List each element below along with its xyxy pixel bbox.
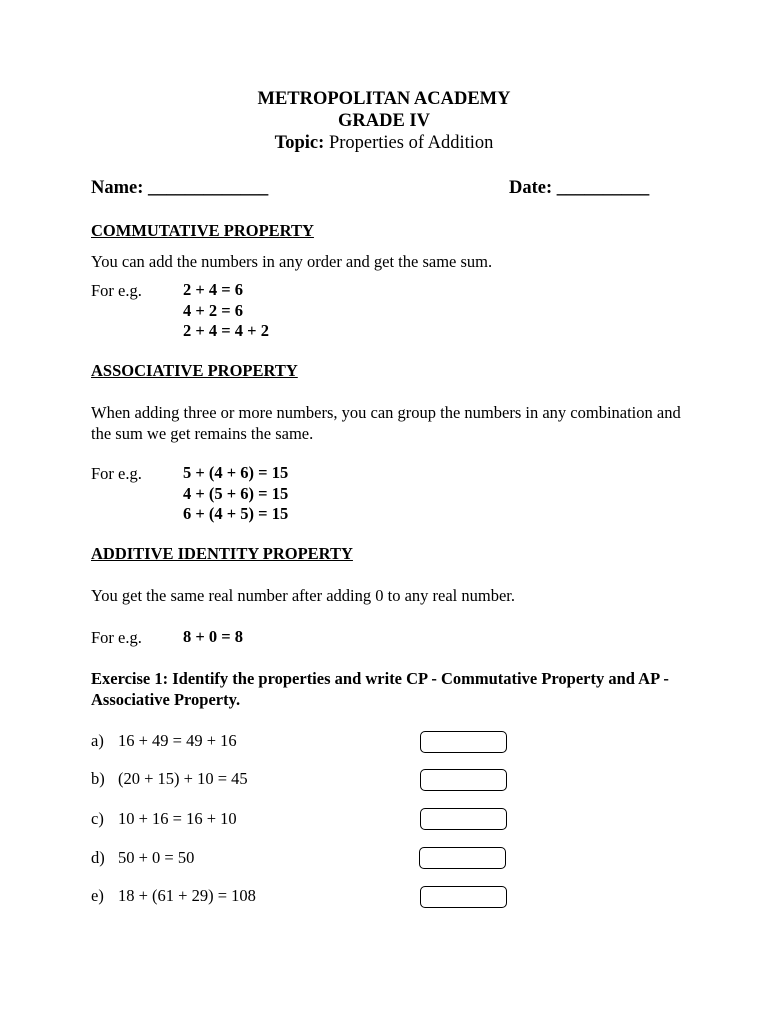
school-name: METROPOLITAN ACADEMY xyxy=(257,89,511,109)
date-field[interactable]: Date: __________ xyxy=(509,178,650,198)
answer-box-d[interactable] xyxy=(419,847,506,869)
item-equation: 50 + 0 = 50 xyxy=(118,848,195,867)
example-equation: 4 + (5 + 6) = 15 xyxy=(183,483,289,503)
identity-heading: ADDITIVE IDENTITY PROPERTY xyxy=(91,544,353,563)
commutative-examples xyxy=(183,280,269,342)
example-equation: 6 + (4 + 5) = 15 xyxy=(183,504,289,523)
associative-description: When adding three or more numbers, you can group the numbers in any combination and the sum we get remains the same. xyxy=(91,403,681,443)
associative-examples xyxy=(183,463,288,525)
example-equation: 2 + 4 = 6 xyxy=(183,280,244,299)
identity-eg-label: For e.g. xyxy=(91,628,142,647)
item-equation: 18 + (61 + 29) = 108 xyxy=(118,886,256,905)
example-equation: 4 + 2 = 6 xyxy=(183,300,244,320)
answer-box-a[interactable] xyxy=(420,731,507,753)
answer-box-e[interactable] xyxy=(420,886,507,908)
item-equation: (20 + 15) + 10 = 45 xyxy=(118,769,248,788)
example-equation: 8 + 0 = 8 xyxy=(183,627,244,646)
topic-label: Topic: xyxy=(274,133,325,153)
item-label: c) xyxy=(91,809,104,828)
example-equation: 2 + 4 = 4 + 2 xyxy=(183,321,269,340)
example-equation: 5 + (4 + 6) = 15 xyxy=(183,463,289,482)
exercise-item-a xyxy=(91,731,237,751)
item-equation: 10 + 16 = 16 + 10 xyxy=(118,809,237,828)
item-label: d) xyxy=(91,848,105,867)
commutative-description: You can add the numbers in any order and get the same sum. xyxy=(91,252,493,271)
exercise-title: Exercise 1: Identify the properties and write CP - Commutative Property and AP - Associative Property. xyxy=(91,669,669,709)
exercise-item-e xyxy=(91,886,256,906)
item-label: b) xyxy=(91,769,105,788)
answer-box-b[interactable] xyxy=(420,769,507,791)
topic-line xyxy=(0,133,768,154)
exercise-item-c xyxy=(91,809,237,829)
item-label: a) xyxy=(91,731,104,750)
exercise-item-b xyxy=(91,769,248,789)
grade-title: GRADE IV xyxy=(338,111,430,131)
commutative-heading: COMMUTATIVE PROPERTY xyxy=(91,221,314,240)
exercise-item-d xyxy=(91,848,194,868)
answer-box-c[interactable] xyxy=(420,808,507,830)
item-equation: 16 + 49 = 49 + 16 xyxy=(118,731,237,750)
identity-description: You get the same real number after adding 0 to any real number. xyxy=(91,586,515,605)
commutative-eg-label: For e.g. xyxy=(91,281,142,300)
item-label: e) xyxy=(91,886,104,905)
associative-eg-label: For e.g. xyxy=(91,464,142,483)
topic-value: Properties of Addition xyxy=(328,133,494,153)
associative-heading: ASSOCIATIVE PROPERTY xyxy=(91,361,298,380)
identity-examples xyxy=(183,627,243,648)
name-field[interactable]: Name: _____________ xyxy=(91,178,269,198)
